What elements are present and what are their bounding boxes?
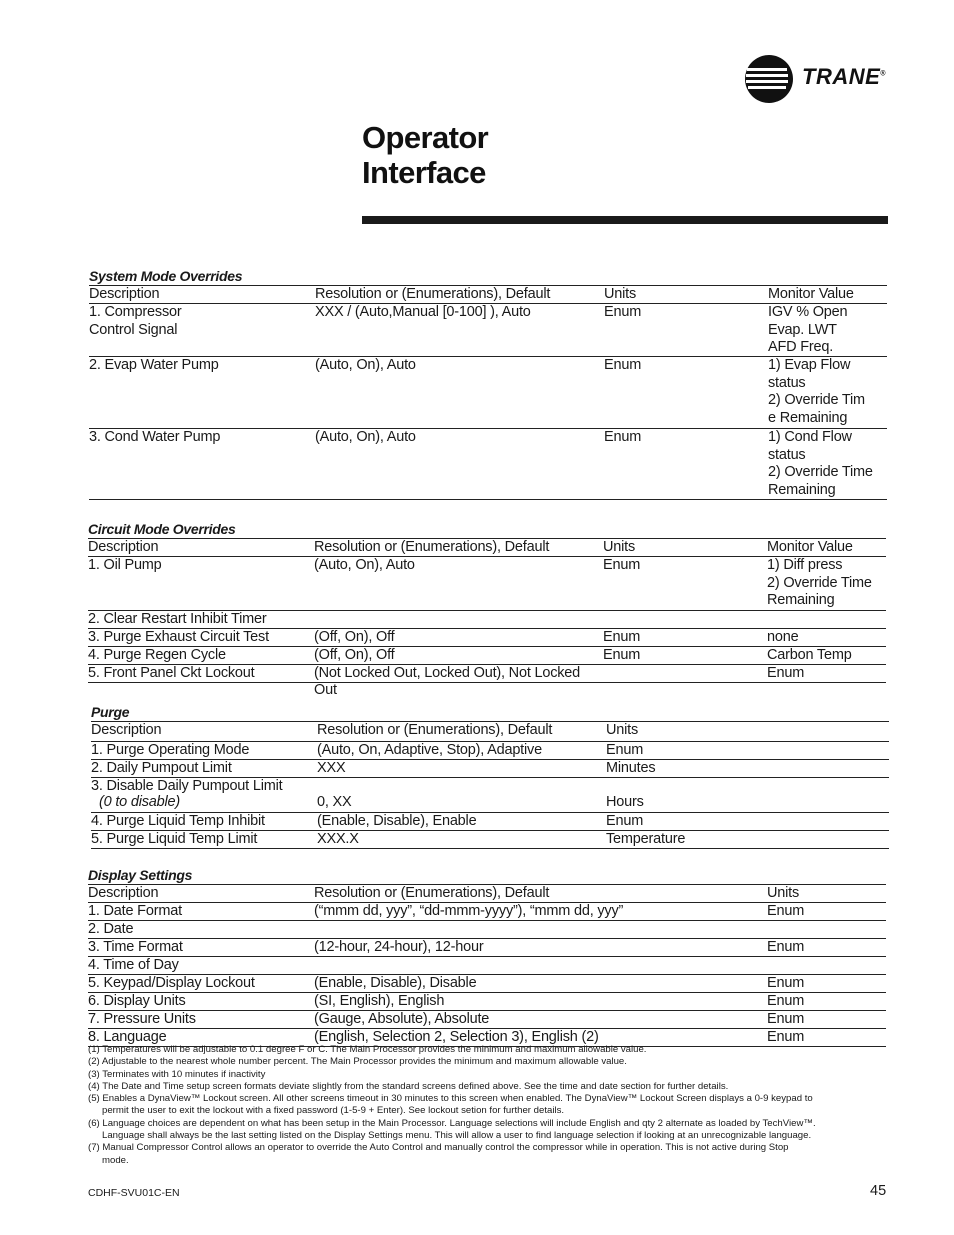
table-row <box>88 629 886 647</box>
cell-col-1: 2. Evap Water Pump <box>89 357 219 373</box>
cell-col-3: Units <box>606 722 639 738</box>
cell-col-3: Enum <box>767 975 805 991</box>
cell-col-3: Enum <box>767 1029 805 1045</box>
cell-col-2: (Enable, Disable), Disable <box>314 975 477 991</box>
table-row <box>91 742 889 760</box>
cell-col-1: 2. Daily Pumpout Limit <box>91 760 232 776</box>
table-row <box>88 647 886 665</box>
cell-col-2 <box>314 957 767 974</box>
section-title: Circuit Mode Overrides <box>88 520 886 539</box>
cell-col-3: Enum <box>606 742 644 758</box>
page-number: 45 <box>870 1183 887 1199</box>
cell-col-3 <box>603 611 767 628</box>
cell-col-4: Enum <box>767 665 805 681</box>
row-note: (0 to disable) <box>99 794 181 810</box>
footnote: mode. <box>102 1154 129 1166</box>
cell-col-2: Resolution or (Enumerations), Default <box>314 539 550 555</box>
table-row <box>88 957 886 975</box>
section-title: Purge <box>91 703 889 722</box>
section-title: Display Settings <box>88 866 886 885</box>
circuit-mode-overrides-table <box>88 520 886 698</box>
table-header-row <box>89 286 887 304</box>
cell-col-3: Enum <box>603 629 641 645</box>
table-row <box>88 903 886 921</box>
cell-col-1: Description <box>89 286 160 302</box>
footnote: (3) Terminates with 10 minutes if inactivity <box>88 1068 266 1080</box>
table-row <box>88 993 886 1011</box>
brand-name: TRANE® <box>802 64 886 89</box>
cell-col-3: Units <box>603 539 636 555</box>
cell-col-3: Units <box>767 885 800 901</box>
section-title: System Mode Overrides <box>89 267 887 286</box>
footnote: (7) Manual Compressor Control allows an operator to override the Auto Control and manually control the compressor while in operation. This is not active during Stop <box>88 1142 789 1154</box>
cell-col-2: Resolution or (Enumerations), Default <box>317 722 553 738</box>
cell-col-2: (12-hour, 24-hour), 12-hour <box>314 939 484 955</box>
cell-col-3: Enum <box>604 429 642 445</box>
cell-col-2: XXX <box>317 760 346 776</box>
cell-col-2: (Off, On), Off <box>314 629 395 645</box>
footnote: (1) Temperatures will be adjustable to 0.1 degree F or C. The Main Processor provides the minimum and maximum allowable value. <box>88 1044 647 1055</box>
cell-col-1: 8. Language <box>88 1029 167 1045</box>
cell-col-2: XXX / (Auto,Manual [0-100] ), Auto <box>315 304 531 320</box>
cell-col-3: Minutes <box>606 760 656 776</box>
cell-col-3: Temperature <box>606 831 686 847</box>
cell-col-2: (Auto, On), Auto <box>315 429 416 445</box>
cell-col-2: (Gauge, Absolute), Absolute <box>314 1011 490 1027</box>
cell-col-4: IGV % Open Evap. LWT AFD Freq. <box>768 304 848 355</box>
table-row <box>88 939 886 957</box>
table-row <box>91 831 889 849</box>
cell-col-1: 1. Purge Operating Mode <box>91 742 250 758</box>
table-row <box>88 611 886 629</box>
cell-col-1: Description <box>88 885 159 901</box>
cell-col-1: 2. Clear Restart Inhibit Timer <box>88 611 267 627</box>
table-row <box>88 557 886 611</box>
purge-table <box>91 703 889 849</box>
cell-col-2: (Auto, On), Auto <box>315 357 416 373</box>
cell-col-3: Hours <box>606 794 644 810</box>
table-row <box>91 760 889 778</box>
cell-col-3: Enum <box>767 939 805 955</box>
trane-globe-icon <box>744 54 796 104</box>
cell-col-2: (Off, On), Off <box>314 647 395 663</box>
cell-col-2: (Auto, On, Adaptive, Stop), Adaptive <box>317 742 542 758</box>
cell-col-3 <box>767 957 886 974</box>
title-line-2: Interface <box>362 155 486 190</box>
cell-col-3: Enum <box>767 1011 805 1027</box>
cell-col-1: 4. Purge Liquid Temp Inhibit <box>91 813 265 829</box>
footnote: (5) Enables a DynaView™ Lockout screen. All other screens timeout in 30 minutes to this screen when enabled. The DynaView™ Lockout Screen displays a 0-9 keypad to <box>88 1093 813 1105</box>
title-rule <box>362 216 888 224</box>
table-header-row <box>88 539 886 557</box>
footnote: (4) The Date and Time setup screen formats deviate slightly from the standard screens defined above. See the time and date section for further details. <box>88 1080 729 1092</box>
cell-col-4: none <box>767 629 799 645</box>
cell-col-4: Carbon Temp <box>767 647 852 663</box>
cell-col-1 <box>91 778 317 812</box>
cell-col-1: 1. Date Format <box>88 903 182 919</box>
footnote: (6) Language choices are dependent on what has been setup in the Main Processor. Language selections will include English and qty 2 alternate as loaded by TechView™. <box>88 1117 816 1129</box>
cell-col-2: Resolution or (Enumerations), Default <box>315 286 551 302</box>
table-row <box>89 357 887 429</box>
cell-col-1: 6. Display Units <box>88 993 186 1009</box>
cell-col-4: Monitor Value <box>767 539 853 555</box>
cell-col-2: (English, Selection 2, Selection 3), English (2) <box>314 1029 599 1045</box>
row-description: 3. Disable Daily Pumpout Limit <box>91 778 283 794</box>
cell-col-4: 1) Evap Flow status 2) Override Tim e Remaining <box>768 357 865 426</box>
table-row <box>91 813 889 831</box>
cell-col-2 <box>314 921 767 938</box>
system-mode-overrides-table <box>89 267 887 500</box>
cell-col-1: 1. Compressor Control Signal <box>89 304 182 338</box>
cell-col-1: 4. Purge Regen Cycle <box>88 647 226 663</box>
trane-logo <box>744 54 894 104</box>
cell-col-3: Enum <box>606 813 644 829</box>
footnote: permit the user to exit the lockout with a fixed password (1-5-9 + Enter). See lockout setion for further details. <box>102 1105 565 1117</box>
cell-col-3: Enum <box>604 357 642 373</box>
cell-col-2: XXX.X <box>317 831 359 847</box>
cell-col-1: 2. Date <box>88 921 134 937</box>
cell-col-1: Description <box>88 539 159 555</box>
cell-col-2: Resolution or (Enumerations), Default <box>314 885 550 901</box>
cell-col-3: Enum <box>767 903 805 919</box>
table-header-row <box>91 722 889 742</box>
table-row <box>91 778 889 813</box>
table-row <box>89 429 887 500</box>
footnotes <box>88 1044 888 1167</box>
cell-col-2: (SI, English), English <box>314 993 445 1009</box>
table-row <box>89 304 887 357</box>
cell-col-1: 4. Time of Day <box>88 957 179 973</box>
cell-col-4: Monitor Value <box>768 286 854 302</box>
cell-col-3: Units <box>604 286 637 302</box>
cell-col-4 <box>767 611 886 628</box>
cell-col-3: Enum <box>603 557 641 573</box>
cell-col-2: (Not Locked Out, Locked Out), Not Locked Out <box>314 665 581 698</box>
cell-col-1: 1. Oil Pump <box>88 557 162 573</box>
table-header-row <box>88 885 886 903</box>
footnote: Language shall always be the last setting listed on the Display Settings menu. This will allow a user to find language selection if looking at an unrecognizable language. <box>102 1130 812 1142</box>
cell-col-1: 5. Purge Liquid Temp Limit <box>91 831 258 847</box>
cell-col-1: 3. Cond Water Pump <box>89 429 221 445</box>
table-row <box>88 921 886 939</box>
cell-col-1: 3. Purge Exhaust Circuit Test <box>88 629 269 645</box>
cell-col-3 <box>767 921 886 938</box>
table-row <box>88 665 886 698</box>
cell-col-3 <box>603 665 767 682</box>
cell-col-2: (Enable, Disable), Enable <box>317 813 477 829</box>
table-row <box>88 1011 886 1029</box>
cell-col-1: 3. Time Format <box>88 939 183 955</box>
cell-col-3: Enum <box>767 993 805 1009</box>
cell-col-4: 1) Diff press 2) Override Time Remaining <box>767 557 872 608</box>
cell-col-3: Enum <box>604 304 642 320</box>
cell-col-4: 1) Cond Flow status 2) Override Time Remaining <box>768 429 873 498</box>
page-title <box>362 120 488 190</box>
document-code: CDHF-SVU01C-EN <box>88 1187 180 1199</box>
title-line-1: Operator <box>362 120 489 155</box>
cell-col-2: (“mmm dd, yyy”, “dd-mmm-yyyy”), “mmm dd, yyy” <box>314 903 624 919</box>
cell-col-1: 5. Front Panel Ckt Lockout <box>88 665 255 681</box>
cell-col-2 <box>314 611 603 628</box>
cell-col-1: 5. Keypad/Display Lockout <box>88 975 255 991</box>
cell-col-2: 0, XX <box>317 794 352 810</box>
table-row <box>88 975 886 993</box>
cell-col-1: Description <box>91 722 162 738</box>
cell-col-3: Enum <box>603 647 641 663</box>
cell-col-2: (Auto, On), Auto <box>314 557 415 573</box>
footnote: (2) Adjustable to the nearest whole number percent. The Main Processor provides the minimum and maximum allowable value. <box>88 1056 627 1068</box>
display-settings-table <box>88 866 886 1047</box>
cell-col-1: 7. Pressure Units <box>88 1011 196 1027</box>
